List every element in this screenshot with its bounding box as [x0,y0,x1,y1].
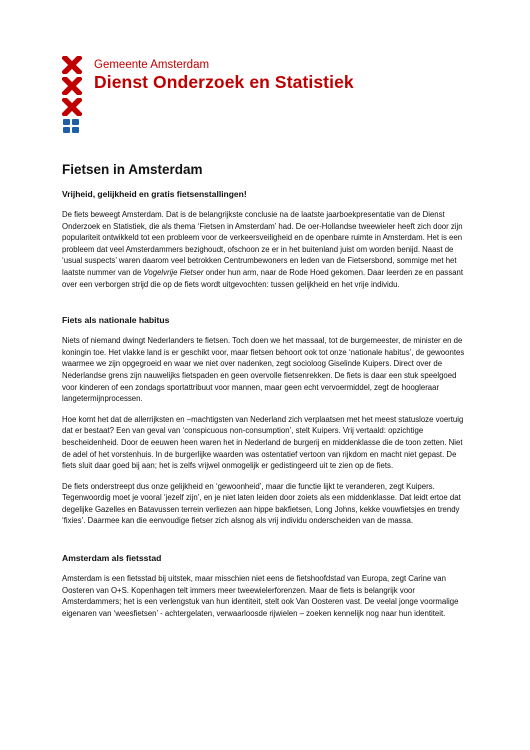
paragraph: De fiets onderstreept dus onze gelijkheid en ‘gewoonheid’, maar die functie lijkt te veranderen, zegt Kuipers. Tegenwoordig moet je vooral ‘jezelf zijn’, en je niet laten leiden door zoiets als een middenklasse. Dat leidt ertoe dat degelijke Gazelles en Batavussen terrein verliezen aan hippe bakfietsen, Long Johns, kekke vouwfietsjes en trendy ‘fixies’. Daarmee kan die eenvoudige fietser zich alsnog als vrij individu onderscheiden van de massa. [62,481,461,526]
org-title: Dienst Onderzoek en Statistiek [94,72,354,92]
amsterdam-xxx-logo-icon [62,56,82,133]
magazine-title: Vogelvrije Fietser [143,267,204,277]
paragraph: Hoe komt het dat de allerrijksten en –machtigsten van Nederland zich verplaatsen met het meest statusloze voertuig dat er bestaat? Een van geval van ‘conspicuous non-consumption’, stelt Kuipers. Vrij vertaald: opzichtige bescheidenheid. Door de eeuwen heen waren het in Nederland de burgerij en middenklasse die de toon zetten. Niet de adel of het vorstenhuis. In de burgerlijke waarden was ostentatief vertoon van rijkdom en macht niet gepast. De fiets sluit daar goed bij aan; het is zelfs vrijwel onmogelijk er gedistingeerd uit te zien op de fiets. [62,414,464,471]
section-heading-fietsstad: Amsterdam als fietsstad [62,553,162,564]
section-heading-habitus: Fiets als nationale habitus [62,315,170,326]
intro-heading: Vrijheid, gelijkheid en gratis fietsenstallingen! [62,189,247,199]
article [62,162,472,628]
paragraph: Amsterdam is een fietsstad bij uitstek, maar misschien niet eens de fietshoofdstad van Europa, zegt Carine van Oosteren van O+S. Kopenhagen telt immers meer tweewielerforenzen. Maar de fiets is belangrijk voor Amsterdammers; het is een verlengstuk van hun identiteit, stelt ook Van Oosteren vast. De veelal jonge voormalige eigenaren van ‘weesfietsen’ - achtergelaten, verwaarloosde rijwielen – zoeken kennelijk nog naar hun identiteit. [62,574,459,618]
organization-name [94,58,354,92]
intro-text-1: De fiets beweegt Amsterdam. Dat is de belangrijkste conclusie na de laatste jaarboekpresentatie van de Dienst Onderzoek en Statistiek, die als thema ‘Fietsen in Amsterdam’ had. De oer-Hollandse tweewieler heeft zich door zijn populariteit ontwikkeld tot een probleem voor de verkeersveiligheid en de openbare ruimte in Amsterdam. Het is een probleem dat veel Amsterdammers bezighoudt, ofschoon ze er in het buitenland juist om worden benijd. Naast de ‘usual suspects’ waren daarom veel betrokken Centrumbewoners en leden van de Fietsersbond, sommige met het laatste nummer van de [62,210,463,277]
org-subtitle: Gemeente Amsterdam [94,59,210,71]
intro-paragraph [62,209,472,290]
x-cross-icon [62,56,82,74]
dots-grid-icon [63,119,82,133]
page-title: Fietsen in Amsterdam [62,162,203,177]
paragraph: Niets of niemand dwingt Nederlanders te fietsen. Toch doen we het massaal, tot de burgemeester, de minister en de koningin toe. Het vlakke land is er geschikt voor, maar fietsen behoort ook tot onze ‘nationale habitus’, de gewoontes waarmee we zijn opgegroeid en waar we niet over nadenken, zegt socioloog Giselinde Kuipers. Direct over de Nederlandse grens zijn nauwelijks fietspaden en geen overvolle fietsenrekken. De fiets is daar een stuk speelgoed voor kinderen of een zondags sportattribuut voor mannen, maar geen echt vervoermiddel, zegt de hoogleraar langetermijnprocessen. [62,336,465,404]
x-cross-icon [62,98,82,116]
x-cross-icon [62,77,82,95]
intro-text-2: onder hun arm, naar de Rode Hoed gekomen. Daar leerden ze en passant over een verborgen strijd die op de fiets wordt uitgevochten: tussen gelijkheid en het vrije individu. [62,267,464,289]
